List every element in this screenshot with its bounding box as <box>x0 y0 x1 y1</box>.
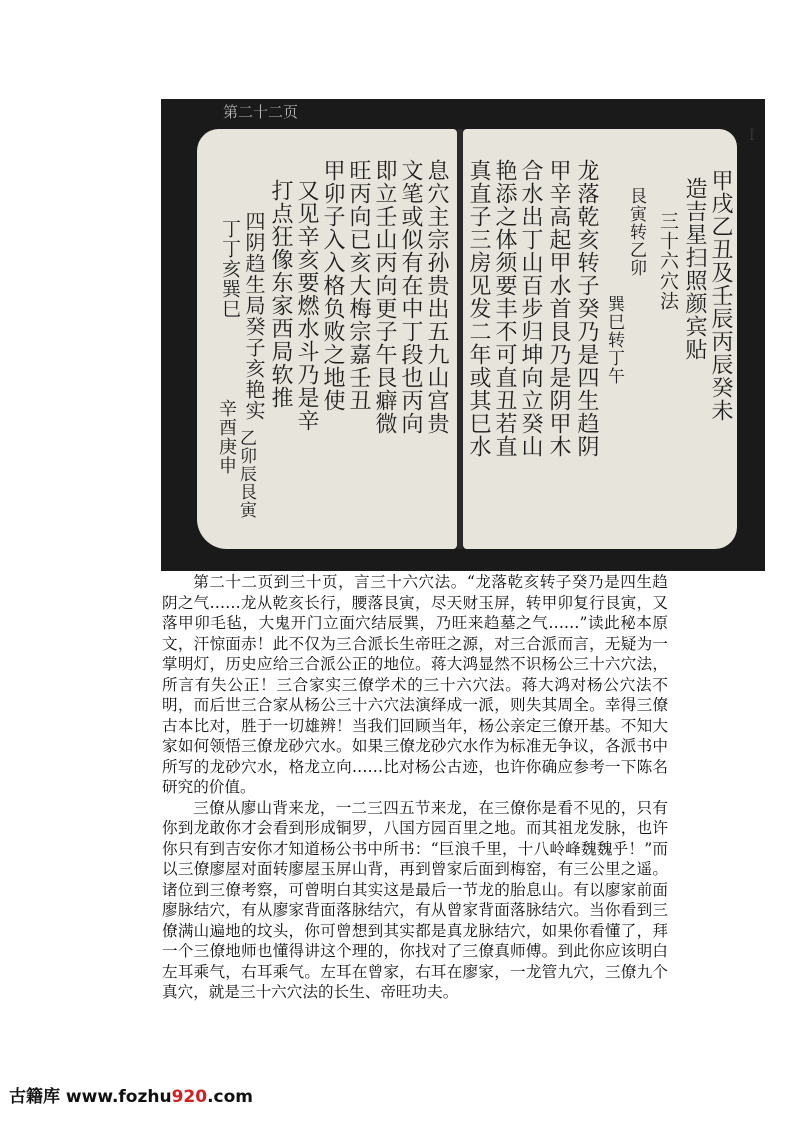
article-paragraph: 第二十二页到三十页，言三十六穴法。“龙落乾亥转子癸乃是四生趋阴之气……龙从乾亥长行，腰落艮寅，尽天财玉屏，转甲卯复行艮寅，又落甲卯毛毡，大鬼开门立面穴结辰巽，乃旺来趋墓之气……”读此秘本原文，汗惊面赤！此不仅为三合派长生帝旺之源，对三合派而言，无疑为一掌明灯，历史应给三合派公正的地位。蒋大鸿显然不识杨公三十六穴法，所言有失公正！三合家实三僚学术的三十六穴法。蒋大鸿对杨公穴法不明，而后世三合家从杨公三十六穴法演绎成一派，则失其周全。幸得三僚古本比对，胜于一切雄辨！当我们回顾当年，杨公亲定三僚开基。不知大家如何领悟三僚龙砂穴水。如果三僚龙砂穴水作为标准无争议，各派书中所写的龙砂穴水，格龙立向……比对杨公古迹，也许你确应参考一下陈名研究的价值。 <box>162 573 668 796</box>
manuscript-column: 艮寅转乙卯 <box>626 187 646 277</box>
site-url-prefix: www.fozhu <box>65 1087 172 1107</box>
article-body <box>162 572 668 1003</box>
site-url-number: 920 <box>171 1087 208 1107</box>
manuscript-column: 合水出丁山百步归坤向立癸山 <box>518 159 543 458</box>
manuscript-column: 造吉星扫照颜宾贴 <box>682 177 707 361</box>
manuscript-column: 甲戌乙丑及壬辰丙辰癸未 <box>708 169 733 422</box>
manuscript-column: 真直子三房见发二年或其巳水 <box>466 159 491 458</box>
manuscript-column: 甲卯子入入格负败之地使 <box>320 159 345 412</box>
manuscript-column: 巽巳转丁午 <box>604 295 624 385</box>
manuscript-column: 丁丁亥巽巳 <box>219 219 241 319</box>
manuscript-page-label: 第二十二页 <box>223 103 299 121</box>
manuscript-column: 又见辛亥要燃水斗乃是辛 <box>294 179 319 432</box>
article-paragraph: 三僚从廖山背来龙，一二三四五节来龙，在三僚你是看不见的，只有你到龙敢你才会看到形成铜罗，八国方园百里之地。而其祖龙发脉，也许你只有到吉安你才知道杨公书中所书：“巨浪千里，十八岭峰魏魏乎！”而以三僚廖屋对面转廖屋玉屏山背，再到曾家后面到梅窑，有三公里之遥。诸位到三僚考察，可曾明白其实这是最后一节龙的胎息山。有以廖家前面廖脉结穴，有从廖家背面落脉结穴，有从曾家背面落脉结穴。当你看到三僚满山遍地的坟头，你可曾想到其实都是真龙脉结穴，如果你看懂了，拜一个三僚地师也懂得讲这个理的，你找对了三僚真师傅。到此你应该明白左耳乘气，右耳乘气。左耳在曾家，右耳在廖家，一龙管九穴，三僚九个真穴，就是三十六穴法的长生、帝旺功夫。 <box>162 798 668 1001</box>
manuscript-column: 乙卯辰艮寅 <box>236 429 256 519</box>
site-watermark <box>9 1082 253 1107</box>
manuscript-column: 旺丙向已亥大梅宗嘉壬丑 <box>346 159 371 412</box>
manuscript-column: 龙落乾亥转子癸乃是四生趋阴 <box>574 159 599 458</box>
manuscript-column: 打点狂像东家西局软推 <box>268 179 293 409</box>
manuscript-column: 文笔或似有在中丁段也丙向 <box>398 159 423 435</box>
manuscript-column: 艳添之体须要丰不可直丑若直 <box>492 159 517 458</box>
manuscript-column: 甲辛高起甲水首艮乃是阴甲木 <box>546 159 571 458</box>
manuscript-column: 三十六穴法 <box>657 211 679 311</box>
manuscript-spine <box>457 129 463 549</box>
manuscript-scan-image <box>161 99 765 571</box>
site-name: 古籍库 <box>9 1087 60 1107</box>
manuscript-column: 即立壬山丙向更子午艮癖微 <box>372 159 397 435</box>
manuscript-column: 辛酉庚申 <box>216 399 237 475</box>
text-cursor-icon: I <box>748 125 755 144</box>
manuscript-column: 息穴主宗孙贵出五九山宫贵 <box>424 159 449 435</box>
site-url-suffix: .com <box>207 1087 254 1107</box>
manuscript-column: 四阴趋生局癸子亥艳实 <box>242 211 266 421</box>
